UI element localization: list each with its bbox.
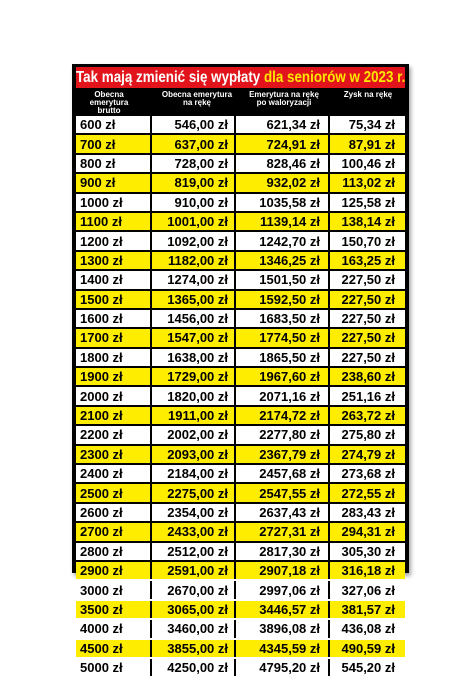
table-row <box>76 562 405 579</box>
gross-pension-cell: 900 zł <box>76 174 152 191</box>
gross-pension-cell: 1200 zł <box>76 232 152 249</box>
table-row <box>76 640 405 657</box>
net-after-indexation-cell: 2637,43 zł <box>236 504 330 521</box>
current-net-cell: 1638,00 zł <box>152 349 236 366</box>
pension-table-card <box>72 64 409 676</box>
net-gain-cell: 316,18 zł <box>330 562 405 579</box>
net-after-indexation-cell: 1346,25 zł <box>236 252 330 269</box>
table-row <box>76 523 405 540</box>
gross-pension-cell: 2100 zł <box>76 407 152 424</box>
current-net-cell: 546,00 zł <box>152 116 236 133</box>
column-headers <box>76 89 405 113</box>
net-gain-cell: 436,08 zł <box>330 620 405 637</box>
gross-pension-cell: 4500 zł <box>76 640 152 657</box>
current-net-cell: 2093,00 zł <box>152 446 236 463</box>
net-gain-cell: 327,06 zł <box>330 581 405 598</box>
current-net-cell: 2433,00 zł <box>152 523 236 540</box>
net-after-indexation-cell: 2174,72 zł <box>236 407 330 424</box>
gross-pension-cell: 2800 zł <box>76 543 152 560</box>
current-net-cell: 1274,00 zł <box>152 271 236 288</box>
table-row <box>76 543 405 560</box>
net-gain-cell: 381,57 zł <box>330 601 405 618</box>
table-row <box>76 194 405 211</box>
table-row <box>76 620 405 637</box>
table-title <box>76 67 405 88</box>
current-net-cell: 1911,00 zł <box>152 407 236 424</box>
gross-pension-cell: 2900 zł <box>76 562 152 579</box>
gross-pension-cell: 4000 zł <box>76 620 152 637</box>
current-net-cell: 637,00 zł <box>152 135 236 152</box>
table-row <box>76 174 405 191</box>
net-gain-cell: 100,46 zł <box>330 155 405 172</box>
net-after-indexation-cell: 932,02 zł <box>236 174 330 191</box>
table-row <box>76 426 405 443</box>
net-after-indexation-cell: 828,46 zł <box>236 155 330 172</box>
gross-pension-cell: 1800 zł <box>76 349 152 366</box>
net-gain-cell: 272,55 zł <box>330 484 405 501</box>
gross-pension-cell: 5000 zł <box>76 659 152 676</box>
header-current-net: Obecna emerytura na rękę <box>161 90 233 107</box>
current-net-cell: 728,00 zł <box>152 155 236 172</box>
current-net-cell: 2184,00 zł <box>152 465 236 482</box>
net-after-indexation-cell: 1501,50 zł <box>236 271 330 288</box>
table-row <box>76 213 405 230</box>
current-net-cell: 1092,00 zł <box>152 232 236 249</box>
net-after-indexation-cell: 2367,79 zł <box>236 446 330 463</box>
net-gain-cell: 75,34 zł <box>330 116 405 133</box>
table-row <box>76 271 405 288</box>
current-net-cell: 1729,00 zł <box>152 368 236 385</box>
gross-pension-cell: 2400 zł <box>76 465 152 482</box>
table-row <box>76 601 405 618</box>
header-gross-pension: Obecna emerytura brutto <box>89 90 129 115</box>
gross-pension-cell: 1700 zł <box>76 329 152 346</box>
current-net-cell: 3855,00 zł <box>152 640 236 657</box>
net-after-indexation-cell: 1967,60 zł <box>236 368 330 385</box>
gross-pension-cell: 2000 zł <box>76 387 152 404</box>
net-after-indexation-cell: 1683,50 zł <box>236 310 330 327</box>
net-gain-cell: 125,58 zł <box>330 194 405 211</box>
gross-pension-cell: 1400 zł <box>76 271 152 288</box>
table-row <box>76 504 405 521</box>
current-net-cell: 1182,00 zł <box>152 252 236 269</box>
net-gain-cell: 227,50 zł <box>330 291 405 308</box>
net-after-indexation-cell: 3896,08 zł <box>236 620 330 637</box>
gross-pension-cell: 1600 zł <box>76 310 152 327</box>
table-row <box>76 484 405 501</box>
table-row <box>76 387 405 404</box>
gross-pension-cell: 1500 zł <box>76 291 152 308</box>
net-after-indexation-cell: 4345,59 zł <box>236 640 330 657</box>
table-row <box>76 310 405 327</box>
gross-pension-cell: 700 zł <box>76 135 152 152</box>
table-row <box>76 407 405 424</box>
current-net-cell: 2002,00 zł <box>152 426 236 443</box>
net-after-indexation-cell: 1139,14 zł <box>236 213 330 230</box>
net-gain-cell: 87,91 zł <box>330 135 405 152</box>
net-after-indexation-cell: 3446,57 zł <box>236 601 330 618</box>
net-gain-cell: 294,31 zł <box>330 523 405 540</box>
net-gain-cell: 251,16 zł <box>330 387 405 404</box>
table-row <box>76 155 405 172</box>
net-after-indexation-cell: 2817,30 zł <box>236 543 330 560</box>
net-after-indexation-cell: 2457,68 zł <box>236 465 330 482</box>
current-net-cell: 2275,00 zł <box>152 484 236 501</box>
net-gain-cell: 263,72 zł <box>330 407 405 424</box>
net-gain-cell: 138,14 zł <box>330 213 405 230</box>
current-net-cell: 1365,00 zł <box>152 291 236 308</box>
gross-pension-cell: 3500 zł <box>76 601 152 618</box>
header-net-after-indexation: Emerytura na rękę po waloryzacji <box>249 90 319 107</box>
current-net-cell: 4250,00 zł <box>152 659 236 676</box>
gross-pension-cell: 2200 zł <box>76 426 152 443</box>
table-row <box>76 446 405 463</box>
net-after-indexation-cell: 2547,55 zł <box>236 484 330 501</box>
gross-pension-cell: 1300 zł <box>76 252 152 269</box>
net-after-indexation-cell: 2997,06 zł <box>236 581 330 598</box>
table-row <box>76 291 405 308</box>
net-after-indexation-cell: 2907,18 zł <box>236 562 330 579</box>
gross-pension-cell: 2600 zł <box>76 504 152 521</box>
net-gain-cell: 227,50 zł <box>330 329 405 346</box>
net-gain-cell: 227,50 zł <box>330 349 405 366</box>
gross-pension-cell: 3000 zł <box>76 581 152 598</box>
gross-pension-cell: 2300 zł <box>76 446 152 463</box>
table-row <box>76 329 405 346</box>
table-row <box>76 349 405 366</box>
current-net-cell: 910,00 zł <box>152 194 236 211</box>
current-net-cell: 2670,00 zł <box>152 581 236 598</box>
current-net-cell: 1001,00 zł <box>152 213 236 230</box>
net-after-indexation-cell: 1242,70 zł <box>236 232 330 249</box>
gross-pension-cell: 1000 zł <box>76 194 152 211</box>
current-net-cell: 1820,00 zł <box>152 387 236 404</box>
current-net-cell: 819,00 zł <box>152 174 236 191</box>
net-after-indexation-cell: 1865,50 zł <box>236 349 330 366</box>
table-row <box>76 252 405 269</box>
table-row <box>76 116 405 133</box>
current-net-cell: 2591,00 zł <box>152 562 236 579</box>
current-net-cell: 2354,00 zł <box>152 504 236 521</box>
net-after-indexation-cell: 2277,80 zł <box>236 426 330 443</box>
net-gain-cell: 274,79 zł <box>330 446 405 463</box>
net-gain-cell: 238,60 zł <box>330 368 405 385</box>
net-gain-cell: 227,50 zł <box>330 310 405 327</box>
gross-pension-cell: 1100 zł <box>76 213 152 230</box>
table-row <box>76 581 405 598</box>
gross-pension-cell: 2700 zł <box>76 523 152 540</box>
net-after-indexation-cell: 621,34 zł <box>236 116 330 133</box>
net-gain-cell: 545,20 zł <box>330 659 405 676</box>
net-gain-cell: 150,70 zł <box>330 232 405 249</box>
current-net-cell: 2512,00 zł <box>152 543 236 560</box>
pension-table <box>76 114 405 678</box>
net-after-indexation-cell: 4795,20 zł <box>236 659 330 676</box>
net-gain-cell: 163,25 zł <box>330 252 405 269</box>
table-row <box>76 465 405 482</box>
table-row <box>76 659 405 676</box>
net-gain-cell: 283,43 zł <box>330 504 405 521</box>
net-gain-cell: 490,59 zł <box>330 640 405 657</box>
current-net-cell: 1456,00 zł <box>152 310 236 327</box>
header-net-gain: Zysk na rękę <box>343 90 393 99</box>
table-row <box>76 232 405 249</box>
net-after-indexation-cell: 1774,50 zł <box>236 329 330 346</box>
net-after-indexation-cell: 2071,16 zł <box>236 387 330 404</box>
net-gain-cell: 227,50 zł <box>330 271 405 288</box>
gross-pension-cell: 600 zł <box>76 116 152 133</box>
net-after-indexation-cell: 724,91 zł <box>236 135 330 152</box>
current-net-cell: 1547,00 zł <box>152 329 236 346</box>
table-row <box>76 368 405 385</box>
net-gain-cell: 113,02 zł <box>330 174 405 191</box>
net-gain-cell: 305,30 zł <box>330 543 405 560</box>
gross-pension-cell: 800 zł <box>76 155 152 172</box>
net-after-indexation-cell: 1592,50 zł <box>236 291 330 308</box>
net-gain-cell: 273,68 zł <box>330 465 405 482</box>
net-after-indexation-cell: 2727,31 zł <box>236 523 330 540</box>
title-main: Tak mają zmienić się wypłaty <box>76 69 261 86</box>
gross-pension-cell: 1900 zł <box>76 368 152 385</box>
table-row <box>76 135 405 152</box>
net-gain-cell: 275,80 zł <box>330 426 405 443</box>
current-net-cell: 3065,00 zł <box>152 601 236 618</box>
current-net-cell: 3460,00 zł <box>152 620 236 637</box>
net-after-indexation-cell: 1035,58 zł <box>236 194 330 211</box>
gross-pension-cell: 2500 zł <box>76 484 152 501</box>
title-highlight: dla seniorów w 2023 r. <box>263 69 405 86</box>
